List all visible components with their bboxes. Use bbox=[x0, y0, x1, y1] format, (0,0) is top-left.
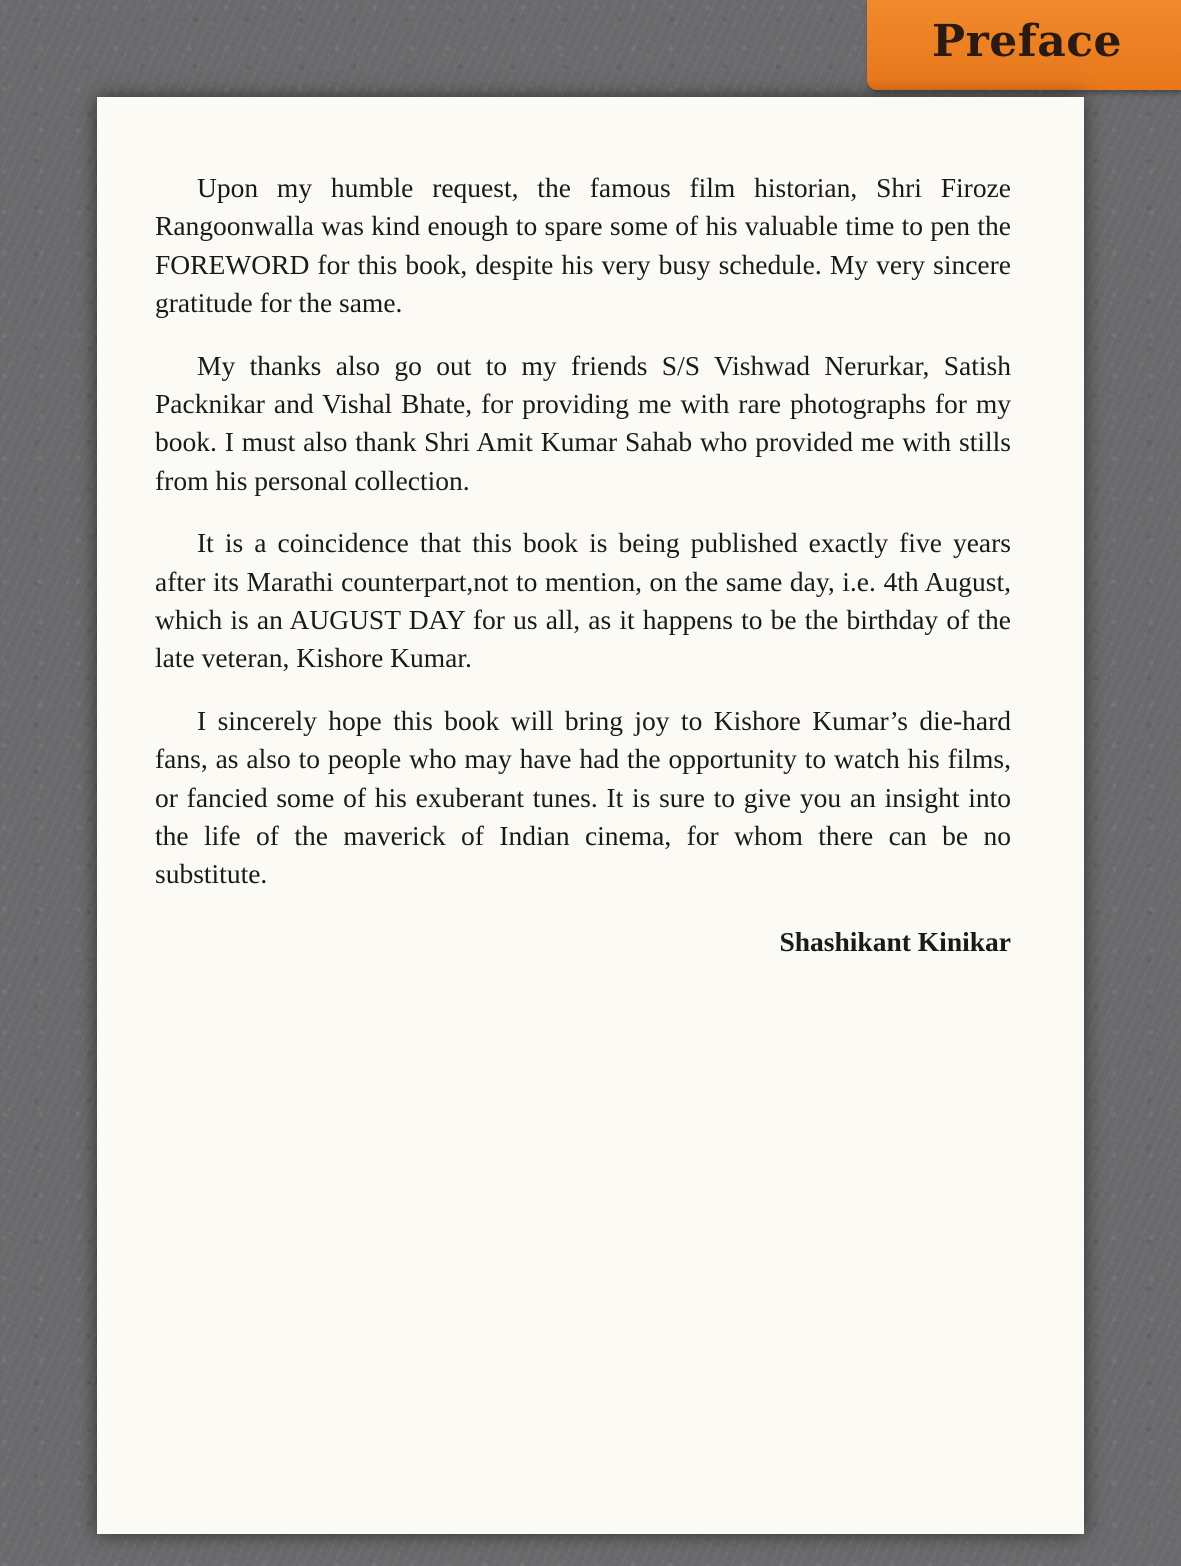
preface-paragraph: It is a coincidence that this book is being published exactly five years after its Marathi counterpart,not to mention, on the same day, i.e. 4th August, which is an AUGUST DAY for us all, as it happens to be the birthday of the late veteran, Kishore Kumar. bbox=[155, 527, 1011, 674]
preface-body bbox=[155, 169, 1011, 918]
section-tab-label: Preface bbox=[932, 16, 1122, 67]
preface-paragraph: Upon my humble request, the famous film historian, Shri Firoze Rangoonwalla was kind enough to spare some of his valuable time to pen the FOREWORD for this book, despite his very busy schedule. My very sincere gratitude for the same. bbox=[155, 172, 1011, 318]
section-tab bbox=[867, 0, 1181, 90]
author-signature: Shashikant Kinikar bbox=[779, 926, 1011, 957]
preface-paragraph: I sincerely hope this book will bring joy to Kishore Kumar’s die-hard fans, as also to people who may have had the opportunity to watch his films, or fancied some of his exuberant tunes. It is sure to give you an insight into the life of the maverick of Indian cinema, for whom there can be no substitute. bbox=[155, 705, 1011, 890]
book-page bbox=[97, 97, 1084, 1534]
preface-paragraph: My thanks also go out to my friends S/S Vishwad Nerurkar, Satish Packnikar and Vishal Bhate, for providing me with rare photographs for my book. I must also thank Shri Amit Kumar Sahab who provided me with stills from his personal collection. bbox=[155, 349, 1011, 496]
